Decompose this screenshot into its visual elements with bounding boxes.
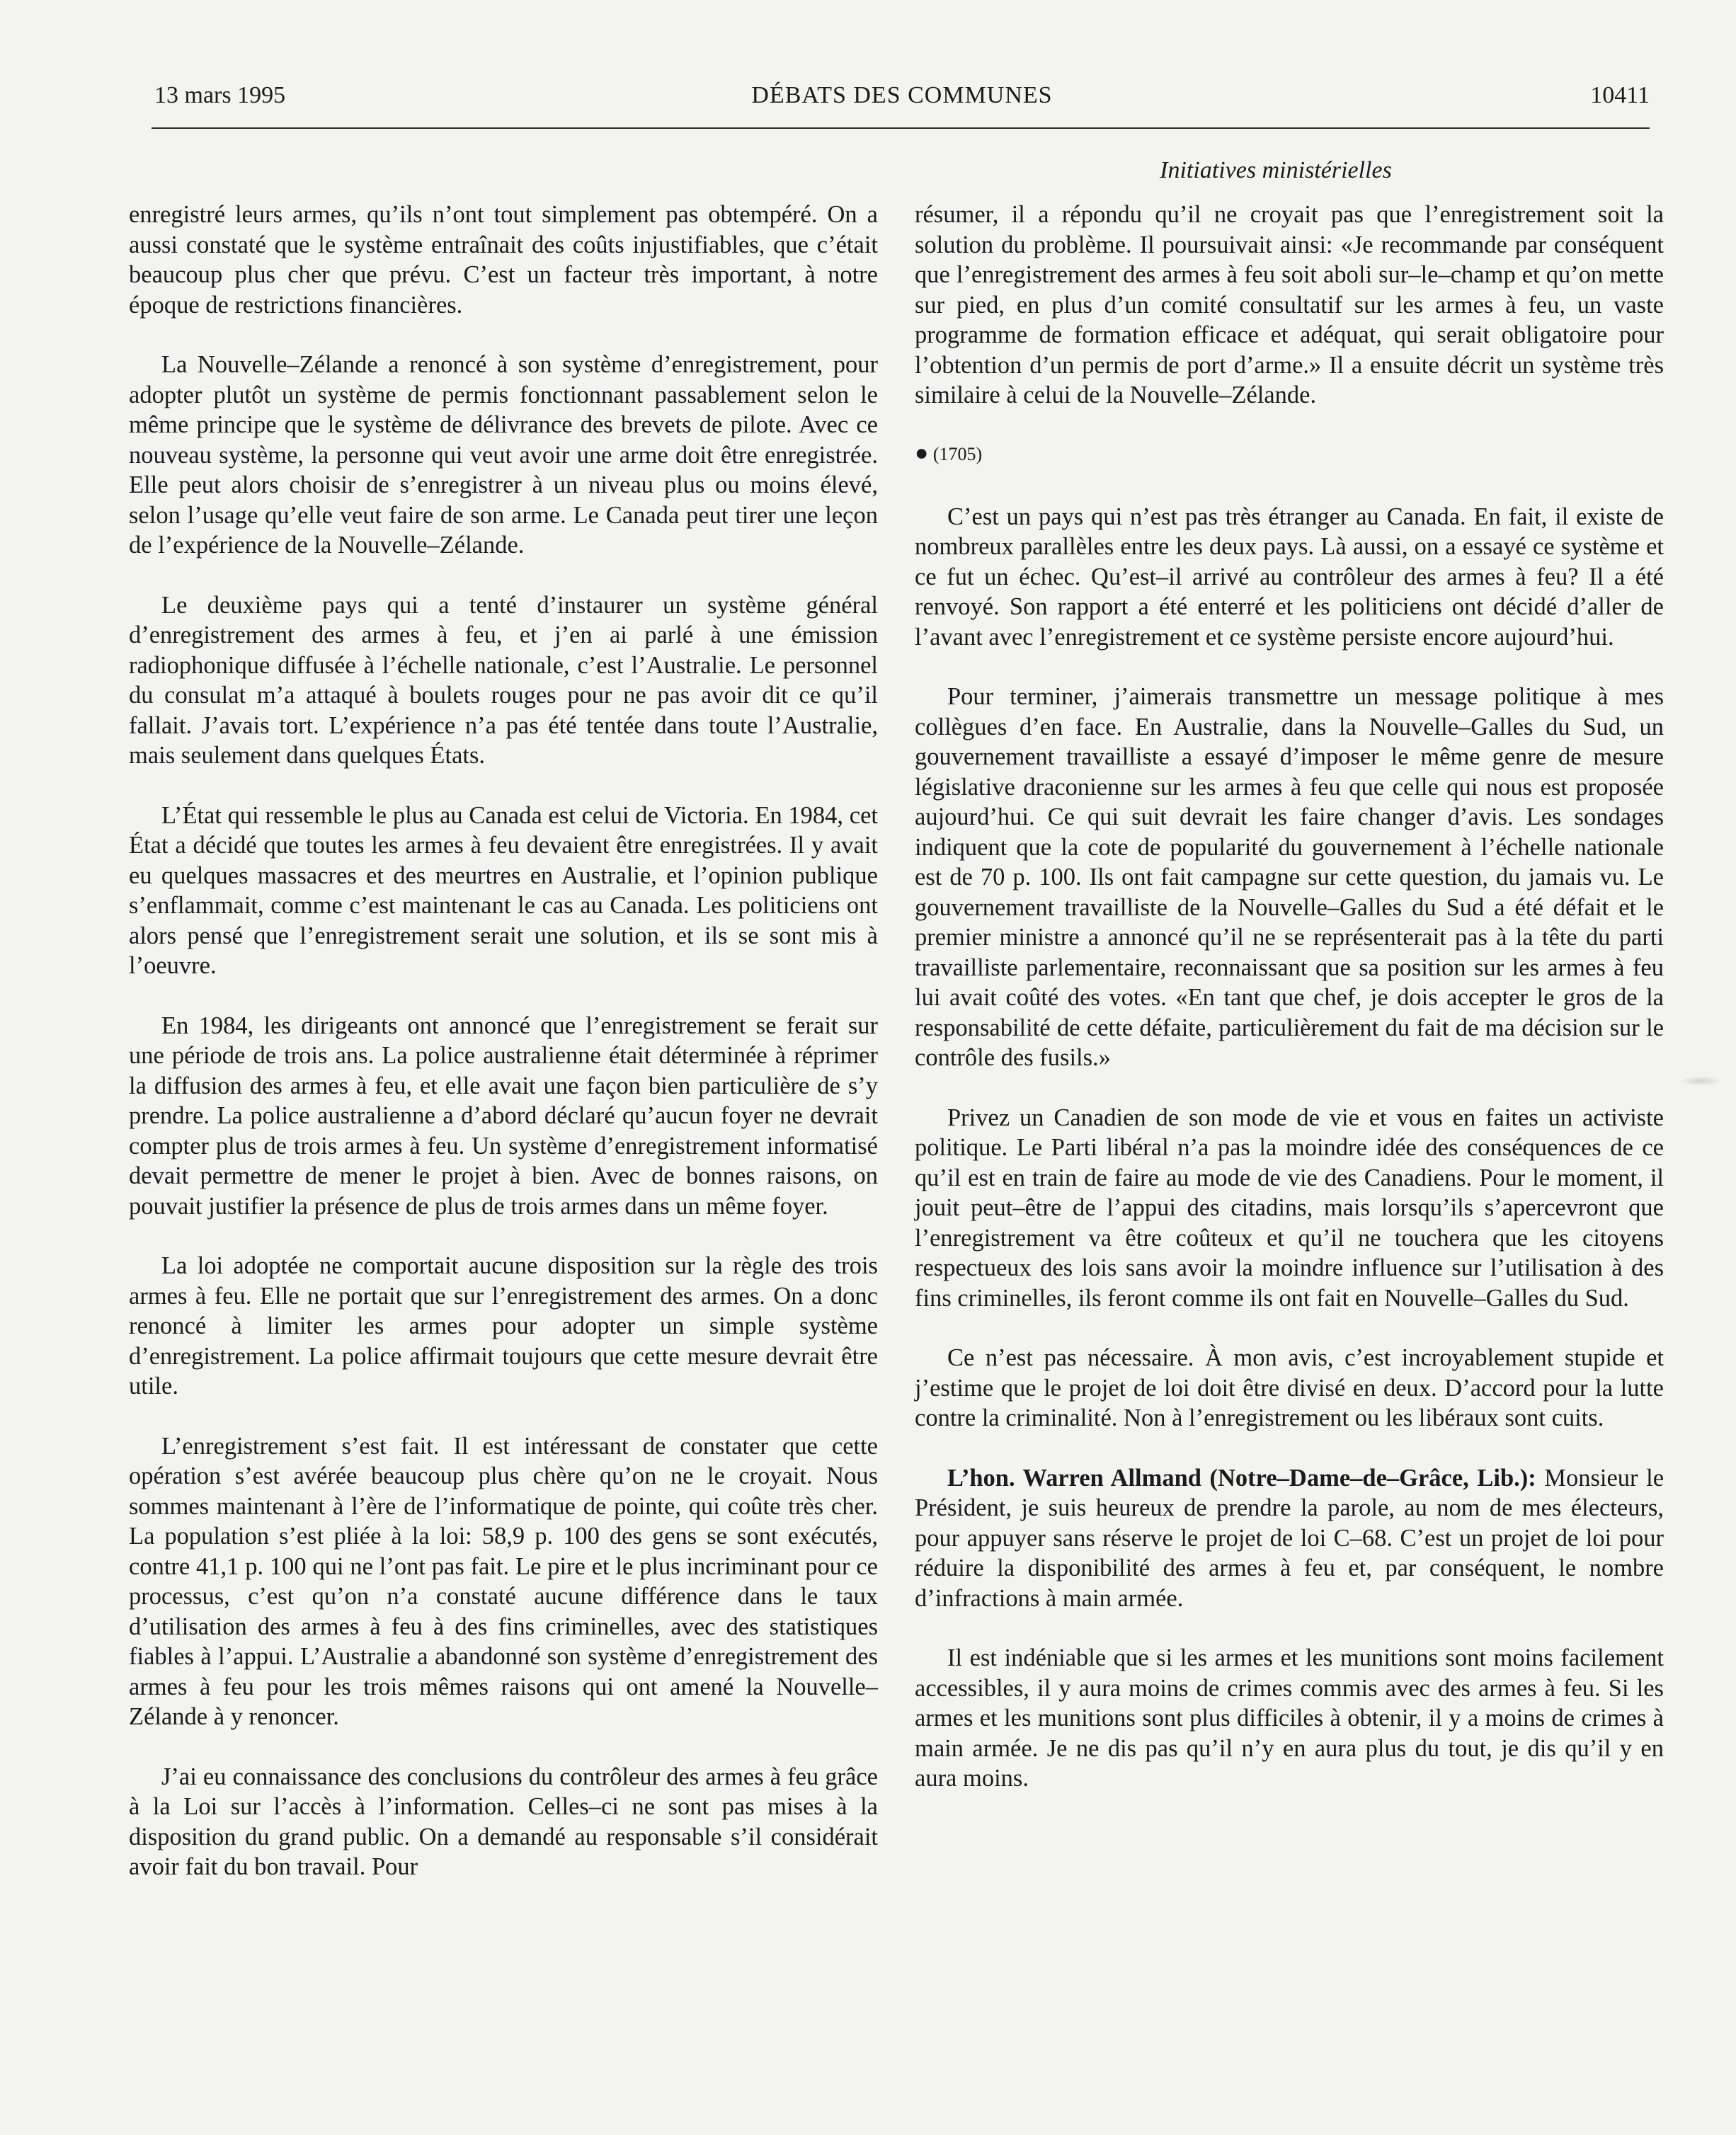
paragraph: J’ai eu connaissance des conclusions du contrôleur des armes à feu grâce à la Loi sur l’accès à l’information. Celles–ci ne sont pas mises à la disposition du grand public. On a demandé au responsable s’il considérait avoir fait du bon travail. Pour bbox=[129, 1763, 878, 1880]
paragraph: Pour terminer, j’aimerais transmettre un message politique à mes collègues d’en face. En Australie, dans la Nouvelle–Galles du Sud, un gouvernement travailliste a essayé d’imposer le même genre de mesure législative draconienne sur les armes à feu que celle qui nous est proposée aujourd’hui. Ce qui suit devrait les faire changer d’avis. Les sondages indiquent que la cote de popularité du gouvernement à l’échelle nationale est de 70 p. 100. Ils ont fait campagne sur cette question, du jamais vu. Le gouvernement travailliste de la Nouvelle–Galles du Sud a été défait et le premier ministre a annoncé qu’il ne se représenterait pas à la tête du parti travailliste parlementaire, reconnaissant que sa position sur les armes à feu lui avait coûté des votes. «En tant que chef, je dois accepter le gros de la responsabilité de cette défaite, particulièrement du fait de ma décision sur le contrôle des fusils.» bbox=[915, 683, 1664, 1071]
time-marker-label: (1705) bbox=[932, 443, 983, 464]
paragraph: C’est un pays qui n’est pas très étranger au Canada. En fait, il existe de nombreux parallèles entre les deux pays. Là aussi, on a essayé ce système et ce fut un échec. Qu’est–il arrivé au contrôleur des armes à feu? Il a été renvoyé. Son rapport a été enterré et les politiciens ont décidé d’aller de l’avant avec l’enregistrement et ce système persiste encore aujourd’hui. bbox=[915, 503, 1664, 651]
speaker-paragraph bbox=[915, 1463, 1664, 1614]
paragraph: enregistré leurs armes, qu’ils n’ont tout simplement pas obtempéré. On a aussi constaté que le système entraînait des coûts injustifiables, que c’était beaucoup plus cher que prévu. C’est un facteur très important, à notre époque de restrictions financières. bbox=[129, 201, 878, 319]
section-label: Initiatives ministérielles bbox=[1160, 157, 1392, 183]
bullet-icon: ● bbox=[915, 439, 929, 465]
right-column bbox=[915, 200, 1664, 1794]
paragraph: L’État qui ressemble le plus au Canada est celui de Victoria. En 1984, cet État a décidé que toutes les armes à feu devaient être enregistrées. Il y avait eu quelques massacres et des meurtres en Australie, et l’opinion publique s’enflammait, comme c’est maintenant le cas au Canada. Les politiciens ont alors pensé que l’enregistrement serait une solution, et ils se sont mis à l’oeuvre. bbox=[129, 801, 878, 979]
paragraph: La loi adoptée ne comportait aucune disposition sur la règle des trois armes à feu. Elle ne portait que sur l’enregistrement des armes. On a donc renoncé à limiter les armes pour adopter un simple système d’enregistrement. La police affirmait toujours que cette mesure devrait être utile. bbox=[129, 1252, 878, 1400]
speaker-name: L’hon. Warren Allmand (Notre–Dame–de–Grâce, Lib.): bbox=[947, 1464, 1536, 1492]
paragraph: L’enregistrement s’est fait. Il est intéressant de constater que cette opération s’est avérée beaucoup plus chère qu’on ne le croyait. Nous sommes maintenant à l’ère de l’informatique de pointe, qui coûte très cher. La population s’est pliée à la loi: 58,9 p. 100 des gens se sont exécutés, contre 41,1 p. 100 qui ne l’ont pas fait. Le pire et le plus incriminant pour ce processus, c’est qu’on n’a constaté aucune différence dans le taux d’utilisation des armes à feu à des fins criminelles, avec des statistiques fiables à l’appui. L’Australie a abandonné son système d’enregistrement des armes à feu pour les trois mêmes raisons qui ont amené la Nouvelle–Zélande à y renoncer. bbox=[129, 1432, 878, 1730]
left-column bbox=[129, 200, 878, 1882]
time-marker bbox=[915, 440, 1664, 467]
page-number: 10411 bbox=[1590, 82, 1650, 108]
paragraph: Ce n’est pas nécessaire. À mon avis, c’est incroyablement stupide et j’estime que le projet de loi doit être divisé en deux. D’accord pour la lutte contre la criminalité. Non à l’enregistrement ou les libéraux sont cuits. bbox=[915, 1344, 1664, 1431]
speaker-text: Monsieur le Président, je suis heureux de prendre la parole, au nom de mes électeurs, pour appuyer sans réserve le projet de loi C–68. C’est un projet de loi pour réduire la disponibilité des armes à feu et, par conséquent, le nombre d’infractions à main armée. bbox=[915, 1464, 1664, 1612]
paragraph: En 1984, les dirigeants ont annoncé que l’enregistrement se ferait sur une période de trois ans. La police australienne était déterminée à réprimer la diffusion des armes à feu, et elle avait une façon bien particulière de s’y prendre. La police australienne a d’abord déclaré qu’aucun foyer ne devrait compter plus de trois armes à feu. Un système d’enregistrement informatisé devait permettre de mener le projet à bien. Avec de bonnes raisons, on pouvait justifier la présence de plus de trois armes dans un même foyer. bbox=[129, 1012, 878, 1220]
paragraph: La Nouvelle–Zélande a renoncé à son système d’enregistrement, pour adopter plutôt un système de permis fonctionnant passablement selon le même principe que le système de délivrance des brevets de pilote. Avec ce nouveau système, la personne qui veut avoir une arme doit être enregistrée. Elle peut alors choisir de s’enregistrer à un niveau plus ou moins élevé, selon l’usage qu’elle veut faire de son arme. Le Canada peut tirer une leçon de l’expérience de la Nouvelle–Zélande. bbox=[129, 351, 878, 559]
paragraph: résumer, il a répondu qu’il ne croyait pas que l’enregistrement soit la solution du problème. Il poursuivait ainsi: «Je recommande par conséquent que l’enregistrement des armes à feu soit aboli sur–le–champ et qu’on mette sur pied, en plus d’un comité consultatif sur les armes à feu, un vaste programme de formation efficace et adéquat, qui serait obligatoire pour l’obtention d’un permis de port d’arme.» Il a ensuite décrit un système très similaire à celui de la Nouvelle–Zélande. bbox=[915, 201, 1664, 408]
paragraph: Il est indéniable que si les armes et les munitions sont moins facilement accessibles, il y aura moins de crimes commis avec des armes à feu. Si les armes et les munitions sont plus difficiles à obtenir, il y a moins de crimes à main armée. Je ne dis pas qu’il n’y en aura plus du tout, je dis qu’il y en aura moins. bbox=[915, 1644, 1664, 1792]
header-date: 13 mars 1995 bbox=[154, 82, 286, 108]
header-rule bbox=[152, 127, 1650, 129]
paragraph: Privez un Canadien de son mode de vie et vous en faites un activiste politique. Le Parti libéral n’a pas la moindre idée des conséquences de ce qu’il est en train de faire au mode de vie des Canadiens. Pour le moment, il jouit peut–être de l’appui des citadins, mais lorsqu’ils s’apercevront que l’enregistrement va être coûteux et qu’il ne touchera que les citoyens respectueux des lois sans avoir la moindre influence sur l’utilisation à des fins criminelles, ils feront comme ils ont fait en Nouvelle–Galles du Sud. bbox=[915, 1104, 1664, 1312]
paragraph: Le deuxième pays qui a tenté d’instaurer un système général d’enregistrement des armes à feu, et j’en ai parlé à une émission radiophonique diffusée à l’échelle nationale, c’est l’Australie. Le personnel du consulat m’a attaqué à boulets rouges pour ne pas avoir dit ce qu’il fallait. J’avais tort. L’expérience n’a pas été tentée dans toute l’Australie, mais seulement dans quelques États. bbox=[129, 591, 878, 769]
scan-smudge bbox=[1679, 1076, 1722, 1086]
header-title: DÉBATS DES COMMUNES bbox=[751, 82, 1053, 108]
running-header bbox=[154, 68, 1650, 112]
